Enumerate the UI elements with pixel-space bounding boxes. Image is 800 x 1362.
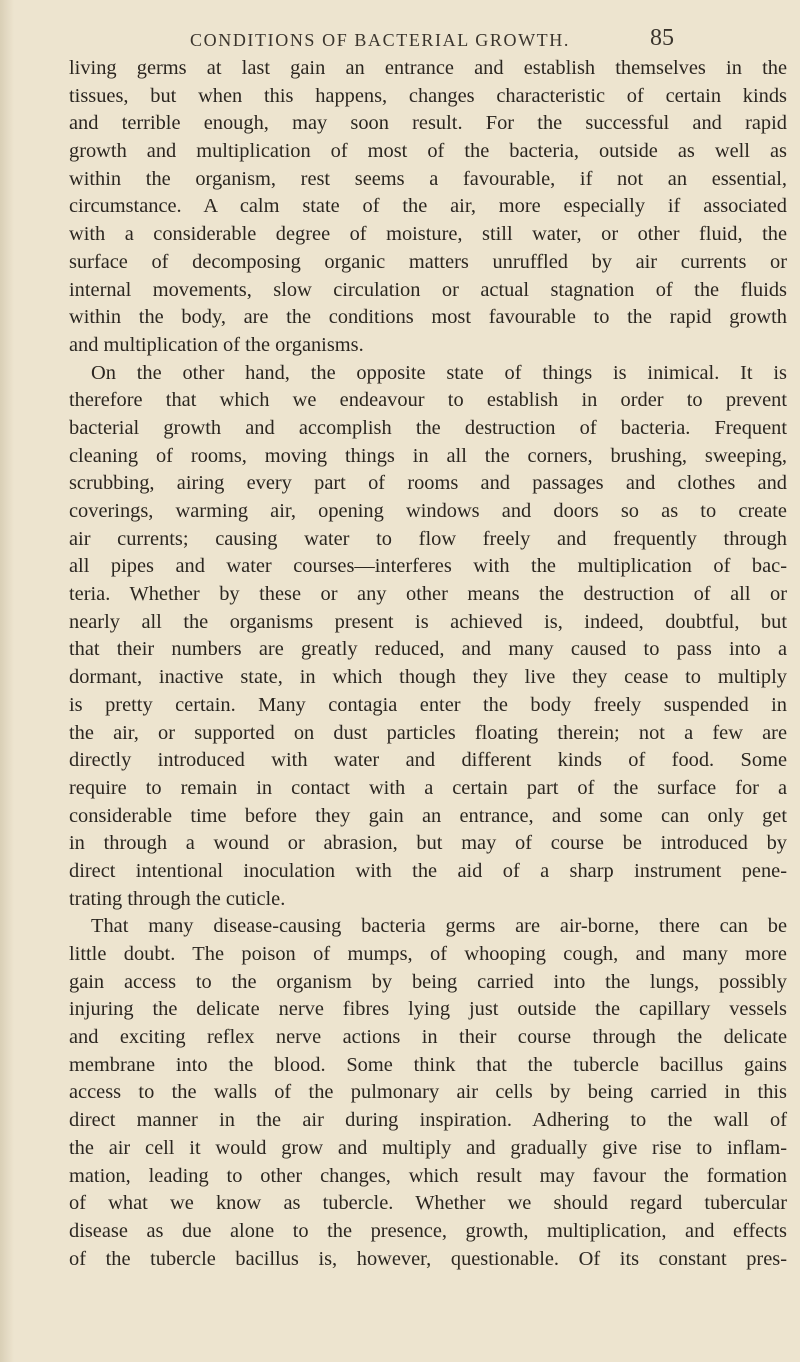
text-line: within the body, are the conditions most favourable to the rapid growth [69,306,787,329]
page-number: 85 [650,25,674,51]
text-line: all pipes and water courses—interferes with the multiplication of bac- [69,555,787,578]
text-line: of the tubercle bacillus is, however, questionable. Of its constant pres- [69,1247,787,1270]
paragraph [69,360,787,914]
text-line: disease as due alone to the presence, growth, multiplication, and effects [69,1219,787,1242]
running-head: CONDITIONS OF BACTERIAL GROWTH. [190,30,570,50]
text-line: direct intentional inoculation with the aid of a sharp instrument pene- [69,859,787,882]
text-line: air currents; causing water to flow freely and frequently through [69,527,787,550]
text-line: require to remain in contact with a certain part of the surface for a [69,776,787,799]
text-line: nearly all the organisms present is achieved is, indeed, doubtful, but [69,610,787,633]
text-line: trating through the cuticle. [69,887,286,910]
text-line: the air, or supported on dust particles floating therein; not a few are [69,721,787,744]
text-line: and terrible enough, may soon result. For the successful and rapid [69,112,787,135]
text-line: and multiplication of the organisms. [69,333,364,356]
text-line: growth and multiplication of most of the bacteria, outside as well as [69,140,787,163]
text-line: and exciting reflex nerve actions in their course through the delicate [69,1026,787,1049]
text-line: therefore that which we endeavour to establish in order to prevent [69,389,787,412]
body-text [69,55,787,1273]
text-line: little doubt. The poison of mumps, of whooping cough, and many more [69,943,787,965]
text-line: injuring the delicate nerve fibres lying just outside the capillary vessels [69,998,787,1021]
text-line: cleaning of rooms, moving things in all the corners, brushing, sweeping, [69,444,787,467]
text-line: access to the walls of the pulmonary air cells by being carried in this [69,1081,787,1104]
text-line: internal movements, slow circulation or actual stagnation of the fluids [69,278,787,301]
text-line: teria. Whether by these or any other means the destruction of all or [69,583,787,606]
text-line: bacterial growth and accomplish the destruction of bacteria. Frequent [69,416,787,439]
text-line: direct manner in the air during inspiration. Adhering to the wall of [69,1109,787,1132]
text-line: the air cell it would grow and multiply and gradually give rise to inflam- [69,1136,787,1159]
paragraph [69,913,787,1273]
text-line: tissues, but when this happens, changes characteristic of certain kinds [69,84,787,107]
text-line: dormant, inactive state, in which though they live they cease to multiply [69,666,787,689]
text-line: circumstance. A calm state of the air, more especially if associated [69,195,787,218]
text-line: of what we know as tubercle. Whether we should regard tubercular [69,1192,787,1215]
paragraph [69,55,787,360]
text-line: that their numbers are greatly reduced, and many caused to pass into a [69,638,787,661]
text-line: surface of decomposing organic matters unruffled by air currents or [69,250,787,273]
text-line: That many disease-causing bacteria germs are air-borne, there can be [91,915,787,938]
text-line: On the other hand, the opposite state of things is inimical. It is [91,361,787,384]
text-line: directly introduced with water and different kinds of food. Some [69,749,787,772]
text-line: considerable time before they gain an entrance, and some can only get [69,804,787,827]
text-line: living germs at last gain an entrance and establish themselves in the [69,57,787,79]
text-line: within the organism, rest seems a favourable, if not an essential, [69,167,787,190]
text-line: coverings, warming air, opening windows and doors so as to create [69,500,787,522]
text-line: membrane into the blood. Some think that the tubercle bacillus gains [69,1053,787,1076]
text-line: scrubbing, airing every part of rooms and passages and clothes and [69,472,787,495]
text-line: mation, leading to other changes, which result may favour the formation [69,1164,787,1187]
text-line: in through a wound or abrasion, but may of course be introduced by [69,832,787,855]
text-line: is pretty certain. Many contagia enter the body freely suspended in [69,693,787,716]
text-line: gain access to the organism by being carried into the lungs, possibly [69,970,787,993]
text-line: with a considerable degree of moisture, still water, or other fluid, the [69,223,787,246]
